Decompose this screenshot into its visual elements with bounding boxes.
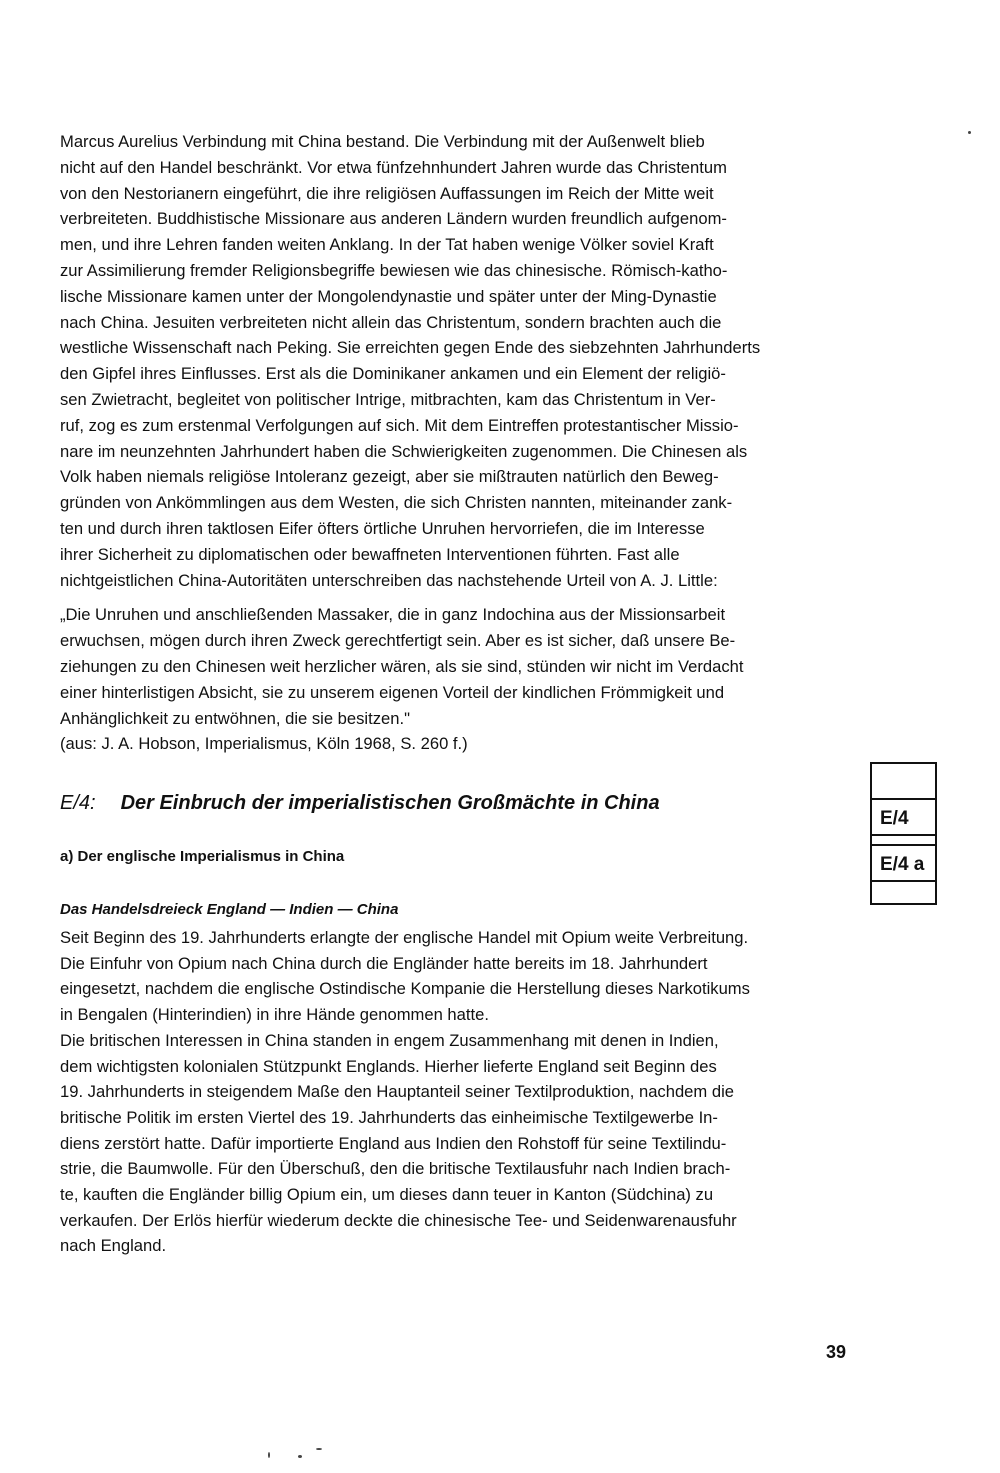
section-heading: [60, 792, 660, 815]
text-line: 19. Jahrhunderts in steigendem Maße den Hauptanteil seiner Textilproduktion, nachdem die: [60, 1082, 734, 1102]
text-line: nichtgeistlichen China-Autoritäten unterschreiben das nachstehende Urteil von A. J. Little:: [60, 570, 718, 590]
margin-reference-box: [870, 762, 937, 905]
quotation: [60, 602, 860, 732]
page-number: 39: [826, 1342, 847, 1362]
section-heading-title: Der Einbruch der imperialistischen Großmächte in China: [120, 792, 660, 814]
text-line: Die britischen Interessen in China standen in engem Zusammenhang mit denen in Indien,: [60, 1030, 719, 1050]
text-line: in Bengalen (Hinterindien) in ihre Hände genommen hatte.: [60, 1005, 489, 1025]
text-line: strie, die Baumwolle. Für den Überschuß, den die britische Textilausfuhr nach Indien brach-: [60, 1159, 731, 1179]
quote-line: „Die Unruhen und anschließenden Massaker, die in ganz Indochina aus der Missionsarbeit: [60, 605, 726, 624]
text-line: nare im neunzehnten Jahrhundert haben die Schwierigkeiten zugenommen. Die Chinesen als: [60, 441, 748, 461]
text-line: von den Nestorianern eingeführt, die ihre religiösen Auffassungen im Reich der Mitte weit: [60, 183, 714, 203]
margin-label-e4: E/4: [872, 798, 935, 836]
text-line: nach China. Jesuiten verbreiteten nicht allein das Christentum, sondern brachten auch die: [60, 312, 722, 332]
text-line: ruf, zog es zum erstenmal Verfolgungen auf sich. Mit dem Eintreffen protestantischer Missio-: [60, 415, 739, 435]
text-line: Seit Beginn des 19. Jahrhunderts erlangte der englische Handel mit Opium weite Verbreitung.: [60, 928, 749, 947]
quote-line: einer hinterlistigen Absicht, sie zu unserem eigenen Vorteil der kindlichen Frömmigkeit und: [60, 683, 725, 702]
scan-speck: [298, 1455, 302, 1458]
scan-speck: [968, 131, 971, 134]
section-code: E/4:: [60, 792, 96, 814]
text-line: ihrer Sicherheit zu diplomatischen oder bewaffneten Interventionen führten. Fast alle: [60, 544, 680, 564]
text-line: Marcus Aurelius Verbindung mit China bestand. Die Verbindung mit der Außenwelt blieb: [60, 132, 705, 151]
text-line: sen Zwietracht, begleitet von politischer Intrige, mitbrachten, kam das Christentum in Ver-: [60, 389, 716, 409]
text-line: te, kauften die Engländer billig Opium ein, um dieses dann teuer in Kanton (Südchina) zu: [60, 1185, 714, 1205]
text-line: lische Missionare kamen unter der Mongolendynastie und später unter der Ming-Dynastie: [60, 286, 717, 306]
scan-speck: [268, 1452, 270, 1458]
paragraph-body: [60, 129, 860, 593]
margin-label-e4a: E/4 a: [872, 844, 935, 882]
quote-line: erwuchsen, mögen durch ihren Zweck gerechtfertigt sein. Aber es ist sicher, daß unsere Be-: [60, 631, 736, 650]
quote-line: ziehungen zu den Chinesen weit herzlicher wären, als sie sind, stünden wir nicht im Verdacht: [60, 657, 744, 676]
text-line: diens zerstört hatte. Dafür importierte England aus Indien den Rohstoff für seine Textilindu-: [60, 1133, 727, 1153]
text-line: britische Politik im ersten Viertel des 19. Jahrhunderts das einheimische Textilgewerbe In-: [60, 1107, 718, 1127]
text-line: Die Einfuhr von Opium nach China durch die Engländer hatte bereits im 18. Jahrhundert: [60, 953, 708, 973]
subheading: a) Der englische Imperialismus in China: [60, 848, 345, 865]
text-line: verbreiteten. Buddhistische Missionare aus anderen Ländern wurden freundlich aufgenom-: [60, 209, 727, 229]
section-title: Das Handelsdreieck England — Indien — China: [60, 901, 399, 918]
text-line: eingesetzt, nachdem die englische Ostindische Kompanie die Herstellung dieses Narkotikums: [60, 979, 750, 999]
text-line: Volk haben niemals religiöse Intoleranz gezeigt, aber sie mißtrauten natürlich den Beweg-: [60, 467, 719, 487]
section-body: [60, 925, 860, 1259]
citation: (aus: J. A. Hobson, Imperialismus, Köln 1968, S. 260 f.): [60, 734, 468, 753]
text-line: zur Assimilierung fremder Religionsbegriffe bewiesen wie das chinesische. Römisch-katho-: [60, 260, 728, 280]
text-line: nach England.: [60, 1236, 167, 1256]
text-line: den Gipfel ihres Einflusses. Erst als die Dominikaner ankamen und ein Element der religiö-: [60, 364, 726, 384]
text-line: nicht auf den Handel beschränkt. Vor etwa fünfzehnhundert Jahren wurde das Christentum: [60, 157, 727, 177]
text-line: ten und durch ihren taktlosen Eifer öfters örtliche Unruhen hervorriefen, die im Interesse: [60, 518, 705, 538]
text-line: westliche Wissenschaft nach Peking. Sie erreichten gegen Ende des siebzehnten Jahrhunderts: [60, 338, 761, 358]
text-line: verkaufen. Der Erlös hierfür wiederum deckte die chinesische Tee- und Seidenwarenausfuhr: [60, 1210, 737, 1230]
quote-line: Anhänglichkeit zu entwöhnen, die sie besitzen.": [60, 709, 410, 728]
scan-speck: [316, 1448, 322, 1450]
text-line: men, und ihre Lehren fanden weiten Anklang. In der Tat haben wenige Völker soviel Kraft: [60, 235, 714, 255]
text-line: dem wichtigsten kolonialen Stützpunkt Englands. Hierher lieferte England seit Beginn des: [60, 1056, 717, 1076]
text-line: gründen von Ankömmlingen aus dem Westen, die sich Christen nannten, miteinander zank-: [60, 493, 733, 513]
